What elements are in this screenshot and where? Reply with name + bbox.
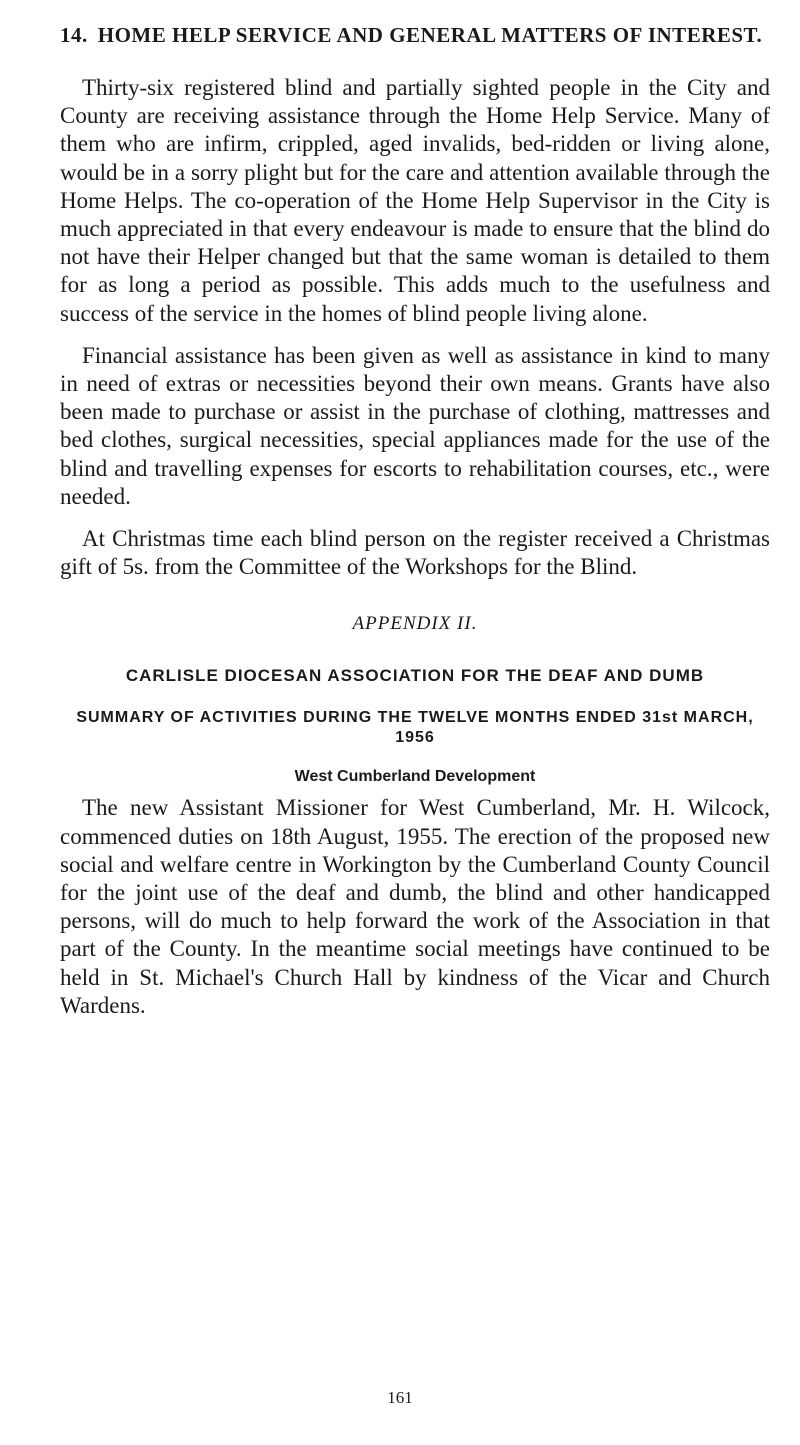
summary-title: SUMMARY OF ACTIVITIES DURING THE TWELVE MONTHS ENDED 31st MARCH, 1956 — [76, 709, 754, 747]
paragraph-christmas-gift: At Christmas time each blind person on the register received a Christmas gift of 5s. from the Committee of the Workshops for the Blind. — [60, 526, 770, 580]
paragraph-west-cumberland: The new Assistant Missioner for West Cumberland, Mr. H. Wilcock, commenced duties on 18th August, 1955. The erection of the proposed new social and welfare centre in Workington by the Cumberland County Council for the joint use of the deaf and dumb, the blind and other handicapped persons, will do much to help forward the work of the Association in that part of the County. In the meantime social meetings have continued to be held in St. Michael's Church Hall by kindness of the Vicar and Church Wardens. — [60, 795, 770, 1018]
document-page — [60, 22, 770, 1034]
section-title: HOME HELP SERVICE AND GENERAL MATTERS OF INTEREST. — [97, 23, 763, 47]
paragraph-financial-assistance: Financial assistance has been given as well as assistance in kind to many in need of extras or necessities beyond their own means. Grants have also been made to purchase or assist in the purchase of clothing, mattresses and bed clothes, surgical necessities, special appliances made for the use of the blind and travelling expenses for escorts to rehabilitation courses, etc., were needed. — [60, 342, 770, 509]
organisation-title: CARLISLE DIOCESAN ASSOCIATION FOR THE DEAF AND DUMB — [125, 666, 705, 686]
section-number: 14. — [60, 23, 88, 47]
appendix-label: APPENDIX II. — [352, 613, 478, 635]
sub-heading-west-cumberland: West Cumberland Development — [294, 768, 536, 786]
paragraph-home-help: Thirty-six registered blind and partially sighted people in the City and County are receiving assistance through the Home Help Service. Many of them who are infirm, crippled, aged invalids, bed-ridden or living alone, would be in a sorry plight but for the care and attention available through the Home Helps. The co-operation of the Home Help Supervisor in the City is much appreciated in that every endeavour is made to ensure that the blind do not have their Helper changed but that the same woman is detailed to them for as long a period as possible. This adds much to the usefulness and success of the service in the homes of blind people living alone. — [60, 75, 770, 326]
section-heading — [60, 22, 770, 48]
page-number: 161 — [387, 1388, 413, 1407]
